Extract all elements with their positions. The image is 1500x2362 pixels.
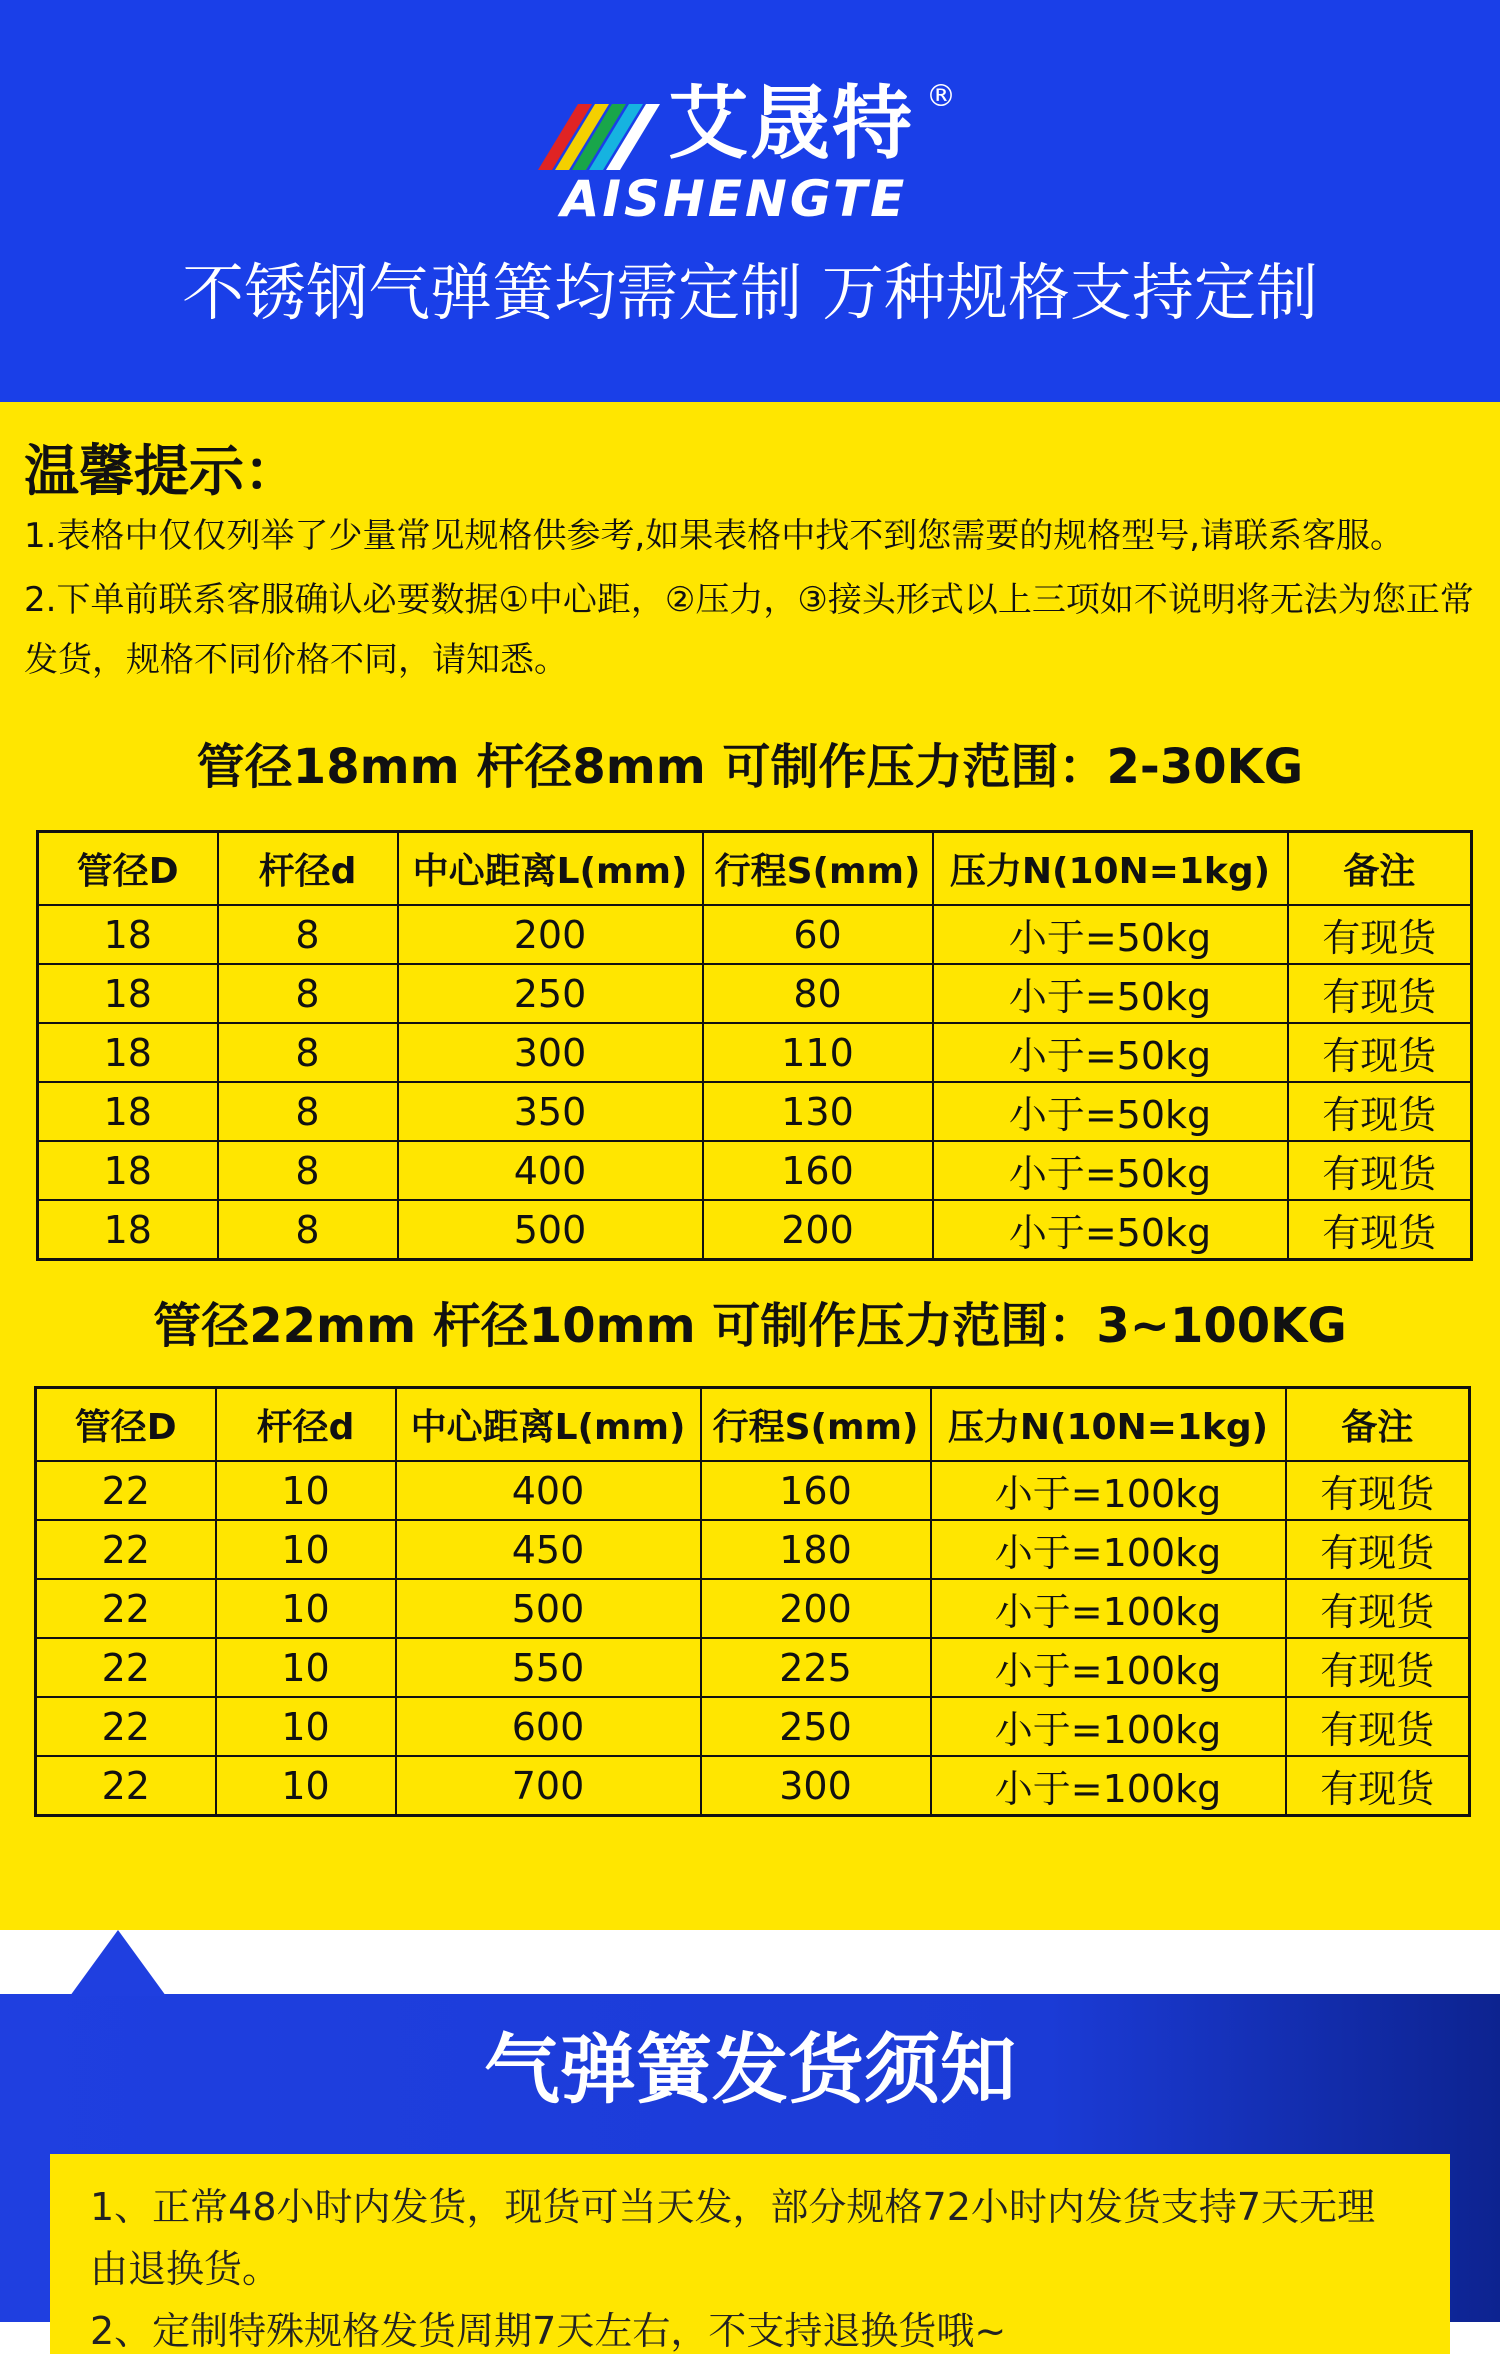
table-cell: 有现货	[1288, 1200, 1472, 1260]
table-row	[38, 1141, 1472, 1200]
table-cell: 22	[36, 1461, 216, 1520]
header-cell: 管径D	[36, 1388, 216, 1462]
table-cell: 8	[218, 1023, 398, 1082]
table-cell: 18	[38, 1023, 218, 1082]
table-cell: 60	[703, 905, 933, 964]
table-cell: 小于=100kg	[931, 1697, 1286, 1756]
table-cell: 有现货	[1286, 1697, 1470, 1756]
brand-header	[0, 0, 1500, 402]
table-cell: 18	[38, 1082, 218, 1141]
table-row	[38, 1082, 1472, 1141]
brand-latin-name: AISHENGTE	[560, 170, 908, 228]
header-cell: 备注	[1286, 1388, 1470, 1462]
header-cell: 压力N(10N=1kg)	[933, 832, 1288, 906]
table-cell: 小于=50kg	[933, 1141, 1288, 1200]
table-cell: 225	[701, 1638, 931, 1697]
table-cell: 10	[216, 1461, 396, 1520]
table-cell: 500	[398, 1200, 703, 1260]
table-cell: 350	[398, 1082, 703, 1141]
spec-table	[34, 1386, 1471, 1817]
table-cell: 有现货	[1286, 1520, 1470, 1579]
table-row	[38, 905, 1472, 964]
spec-section	[0, 402, 1500, 1930]
brand-name: 艾晟特	[668, 77, 914, 170]
table-cell: 22	[36, 1756, 216, 1816]
header-cell: 行程S(mm)	[703, 832, 933, 906]
table-cell: 小于=100kg	[931, 1638, 1286, 1697]
triangle-tab-icon	[70, 1930, 170, 1996]
table-cell: 10	[216, 1520, 396, 1579]
table-cell: 18	[38, 905, 218, 964]
table-cell: 250	[398, 964, 703, 1023]
brand-stripes-icon	[538, 104, 668, 170]
table-cell: 有现货	[1286, 1461, 1470, 1520]
table-cell: 200	[701, 1579, 931, 1638]
table-row	[36, 1520, 1470, 1579]
notice-item: 1、正常48小时内发货，现货可当天发，部分规格72小时内发货支持7天无理由退换货。	[90, 2185, 1376, 2291]
tip-item: 2.下单前联系客服确认必要数据①中心距，②压力，③接头形式以上三项如不说明将无法为您正常发货，规格不同价格不同，请知悉。	[24, 580, 1474, 680]
table-cell: 有现货	[1288, 964, 1472, 1023]
table-cell: 8	[218, 1082, 398, 1141]
table-cell: 小于=50kg	[933, 964, 1288, 1023]
table-cell: 18	[38, 1141, 218, 1200]
table-cell: 200	[398, 905, 703, 964]
table-cell: 400	[398, 1141, 703, 1200]
table-cell: 22	[36, 1638, 216, 1697]
table-cell: 小于=50kg	[933, 1023, 1288, 1082]
table-cell: 700	[396, 1756, 701, 1816]
table-cell: 400	[396, 1461, 701, 1520]
table-cell: 有现货	[1288, 905, 1472, 964]
table-cell: 10	[216, 1579, 396, 1638]
table-cell: 有现货	[1288, 1023, 1472, 1082]
table-cell: 8	[218, 1200, 398, 1260]
table-cell: 22	[36, 1579, 216, 1638]
notice-box	[50, 2154, 1450, 2354]
table-cell: 110	[703, 1023, 933, 1082]
table-row	[38, 964, 1472, 1023]
table-cell: 250	[701, 1697, 931, 1756]
table-cell: 22	[36, 1520, 216, 1579]
header-cell: 备注	[1288, 832, 1472, 906]
notice-item: 2、定制特殊规格发货周期7天左右，不支持退换货哦~	[90, 2309, 1007, 2353]
table-cell: 160	[701, 1461, 931, 1520]
table-cell: 600	[396, 1697, 701, 1756]
table-cell: 10	[216, 1638, 396, 1697]
table-cell: 有现货	[1286, 1579, 1470, 1638]
table-cell: 有现货	[1288, 1082, 1472, 1141]
notice-title: 气弹簧发货须知	[484, 2025, 1016, 2114]
table-row	[36, 1697, 1470, 1756]
table-row	[38, 1200, 1472, 1260]
header-cell: 杆径d	[216, 1388, 396, 1462]
table-title: 管径22mm 杆径10mm 可制作压力范围：3~100KG	[153, 1298, 1347, 1354]
table-cell: 160	[703, 1141, 933, 1200]
header-slogan: 不锈钢气弹簧均需定制 万种规格支持定制	[182, 256, 1318, 329]
table-cell: 10	[216, 1756, 396, 1816]
table-cell: 22	[36, 1697, 216, 1756]
header-cell: 中心距离L(mm)	[398, 832, 703, 906]
table-cell: 200	[703, 1200, 933, 1260]
table-cell: 小于=50kg	[933, 905, 1288, 964]
table-cell: 180	[701, 1520, 931, 1579]
table-header-row	[36, 1388, 1470, 1462]
table-cell: 小于=50kg	[933, 1082, 1288, 1141]
shipping-notice-section	[0, 1930, 1500, 2353]
table-cell: 有现货	[1288, 1141, 1472, 1200]
table-cell: 300	[398, 1023, 703, 1082]
table-title: 管径18mm 杆径8mm 可制作压力范围：2-30KG	[196, 739, 1304, 795]
table-cell: 10	[216, 1697, 396, 1756]
table-row	[36, 1638, 1470, 1697]
table-cell: 80	[703, 964, 933, 1023]
table-header-row	[38, 832, 1472, 906]
table-cell: 8	[218, 1141, 398, 1200]
table-cell: 8	[218, 964, 398, 1023]
table-cell: 550	[396, 1638, 701, 1697]
header-cell: 行程S(mm)	[701, 1388, 931, 1462]
table-cell: 18	[38, 964, 218, 1023]
table-cell: 有现货	[1286, 1638, 1470, 1697]
table-row	[36, 1756, 1470, 1816]
header-cell: 压力N(10N=1kg)	[931, 1388, 1286, 1462]
table-row	[36, 1579, 1470, 1638]
header-cell: 杆径d	[218, 832, 398, 906]
tips-title: 温馨提示：	[24, 439, 300, 503]
table-cell: 小于=100kg	[931, 1520, 1286, 1579]
table-cell: 有现货	[1286, 1756, 1470, 1816]
table-cell: 小于=100kg	[931, 1579, 1286, 1638]
table-cell: 18	[38, 1200, 218, 1260]
table-cell: 小于=100kg	[931, 1756, 1286, 1816]
table-cell: 300	[701, 1756, 931, 1816]
header-cell: 管径D	[38, 832, 218, 906]
table-cell: 130	[703, 1082, 933, 1141]
table-cell: 450	[396, 1520, 701, 1579]
header-cell: 中心距离L(mm)	[396, 1388, 701, 1462]
spec-table	[36, 830, 1473, 1261]
table-cell: 8	[218, 905, 398, 964]
table-cell: 小于=100kg	[931, 1461, 1286, 1520]
table-row	[38, 1023, 1472, 1082]
registered-mark: ®	[926, 79, 956, 114]
table-cell: 500	[396, 1579, 701, 1638]
tip-item: 1.表格中仅仅列举了少量常见规格供参考,如果表格中找不到您需要的规格型号,请联系客服。	[24, 516, 1405, 556]
table-cell: 小于=50kg	[933, 1200, 1288, 1260]
table-row	[36, 1461, 1470, 1520]
